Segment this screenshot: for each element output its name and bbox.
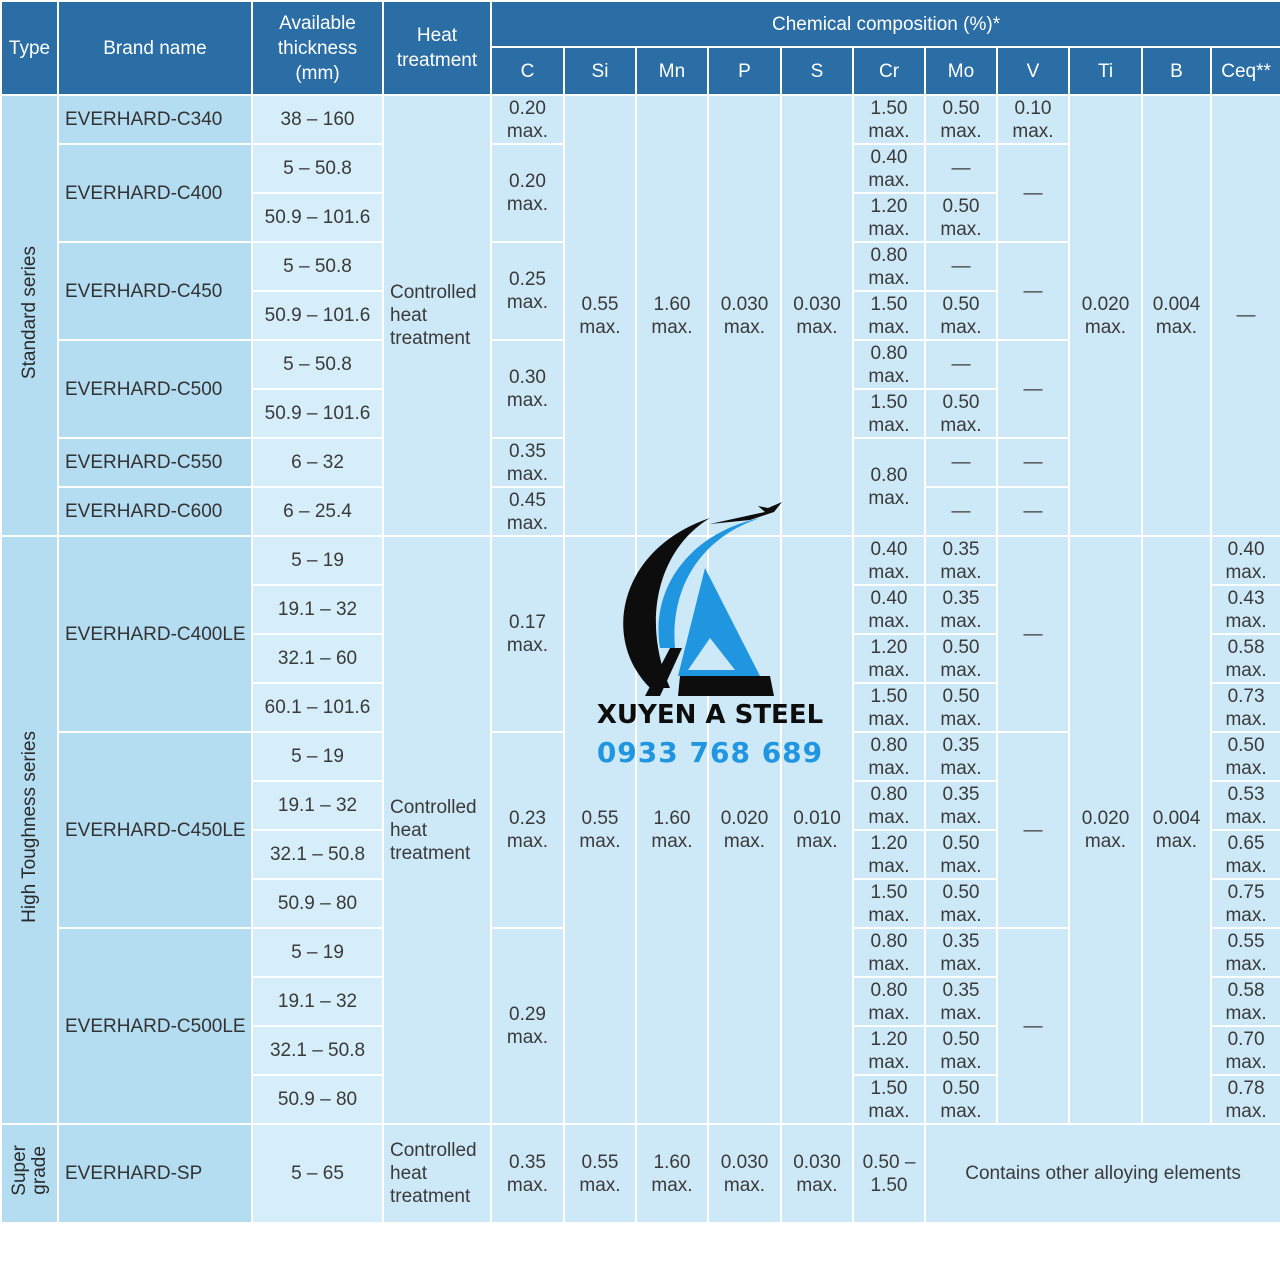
ti-cell: 0.020 max.	[1069, 536, 1142, 1124]
cr-cell: 0.80 max.	[853, 928, 925, 977]
other-alloying-note: Contains other alloying elements	[925, 1124, 1280, 1223]
c-cell: 0.25 max.	[491, 242, 564, 340]
standard-series-label: Standard series	[1, 95, 58, 536]
brand-cell: EVERHARD-C550	[58, 438, 252, 487]
v-cell: —	[997, 487, 1069, 536]
cr-cell: 1.50 max.	[853, 389, 925, 438]
thickness-cell: 50.9 – 101.6	[252, 389, 383, 438]
brand-cell: EVERHARD-SP	[58, 1124, 252, 1223]
mo-cell: —	[925, 340, 997, 389]
brand-cell: EVERHARD-C400LE	[58, 536, 252, 732]
v-cell: —	[997, 928, 1069, 1124]
element-header-b: B	[1142, 47, 1211, 95]
mo-cell: —	[925, 438, 997, 487]
cr-cell: 0.40 max.	[853, 585, 925, 634]
s-cell: 0.030 max.	[781, 1124, 853, 1223]
element-header-p: P	[708, 47, 781, 95]
c-cell: 0.29 max.	[491, 928, 564, 1124]
ceq-cell: 0.65 max.	[1211, 830, 1280, 879]
ceq-cell: 0.55 max.	[1211, 928, 1280, 977]
thickness-cell: 5 – 50.8	[252, 340, 383, 389]
c-cell: 0.45 max.	[491, 487, 564, 536]
element-header-c: C	[491, 47, 564, 95]
thickness-cell: 5 – 19	[252, 928, 383, 977]
thickness-cell: 6 – 25.4	[252, 487, 383, 536]
thickness-cell: 60.1 – 101.6	[252, 683, 383, 732]
brand-cell: EVERHARD-C450	[58, 242, 252, 340]
brand-cell: EVERHARD-C500	[58, 340, 252, 438]
table-row	[1, 95, 1280, 144]
p-cell: 0.030 max.	[708, 95, 781, 536]
element-header-mo: Mo	[925, 47, 997, 95]
thickness-cell: 50.9 – 101.6	[252, 291, 383, 340]
c-cell: 0.17 max.	[491, 536, 564, 732]
brand-cell: EVERHARD-C340	[58, 95, 252, 144]
ceq-cell: 0.53 max.	[1211, 781, 1280, 830]
chemical-composition-header: Chemical composition (%)*	[491, 1, 1280, 47]
heat-treatment-header: Heat treatment	[383, 1, 491, 95]
p-cell: 0.020 max.	[708, 536, 781, 1124]
ceq-cell: 0.40 max.	[1211, 536, 1280, 585]
thickness-cell: 5 – 50.8	[252, 242, 383, 291]
cr-cell: 0.50 – 1.50	[853, 1124, 925, 1223]
c-cell: 0.30 max.	[491, 340, 564, 438]
mo-cell: —	[925, 144, 997, 193]
thickness-cell: 38 – 160	[252, 95, 383, 144]
element-header-mn: Mn	[636, 47, 708, 95]
v-cell: —	[997, 438, 1069, 487]
p-cell: 0.030 max.	[708, 1124, 781, 1223]
cr-cell: 1.50 max.	[853, 1075, 925, 1124]
mo-cell: 0.50 max.	[925, 291, 997, 340]
watermark-company-name: XUYEN A STEEL	[596, 700, 824, 730]
element-header-ceq: Ceq**	[1211, 47, 1280, 95]
cr-cell: 0.80 max.	[853, 340, 925, 389]
mo-cell: 0.50 max.	[925, 389, 997, 438]
table-row	[1, 1124, 1280, 1223]
heat-treatment-cell: Controlled heat treatment	[383, 95, 491, 536]
cr-cell: 1.20 max.	[853, 830, 925, 879]
mo-cell: 0.35 max.	[925, 732, 997, 781]
ceq-cell: 0.50 max.	[1211, 732, 1280, 781]
cr-cell: 1.20 max.	[853, 193, 925, 242]
mo-cell: 0.35 max.	[925, 928, 997, 977]
ceq-cell: 0.43 max.	[1211, 585, 1280, 634]
thickness-cell: 50.9 – 80	[252, 1075, 383, 1124]
v-cell: —	[997, 536, 1069, 732]
heat-treatment-cell: Controlled heat treatment	[383, 536, 491, 1124]
c-cell: 0.35 max.	[491, 438, 564, 487]
mo-cell: 0.35 max.	[925, 536, 997, 585]
mo-cell: 0.50 max.	[925, 193, 997, 242]
ti-cell: 0.020 max.	[1069, 95, 1142, 536]
cr-cell: 0.80 max.	[853, 732, 925, 781]
s-cell: 0.010 max.	[781, 536, 853, 1124]
cr-cell: 0.80 max.	[853, 242, 925, 291]
element-header-s: S	[781, 47, 853, 95]
thickness-cell: 5 – 65	[252, 1124, 383, 1223]
cr-cell: 0.80 max.	[853, 438, 925, 536]
brand-name-header: Brand name	[58, 1, 252, 95]
v-cell: —	[997, 732, 1069, 928]
thickness-cell: 32.1 – 50.8	[252, 830, 383, 879]
mo-cell: 0.35 max.	[925, 977, 997, 1026]
b-cell: 0.004 max.	[1142, 536, 1211, 1124]
c-cell: 0.20 max.	[491, 95, 564, 144]
element-header-ti: Ti	[1069, 47, 1142, 95]
ceq-cell: 0.78 max.	[1211, 1075, 1280, 1124]
ceq-cell: 0.75 max.	[1211, 879, 1280, 928]
v-cell: —	[997, 340, 1069, 438]
mo-cell: 0.50 max.	[925, 830, 997, 879]
type-header: Type	[1, 1, 58, 95]
mn-cell: 1.60 max.	[636, 1124, 708, 1223]
c-cell: 0.35 max.	[491, 1124, 564, 1223]
mo-cell: —	[925, 487, 997, 536]
thickness-cell: 19.1 – 32	[252, 781, 383, 830]
cr-cell: 1.50 max.	[853, 95, 925, 144]
thickness-cell: 19.1 – 32	[252, 977, 383, 1026]
ceq-cell: 0.73 max.	[1211, 683, 1280, 732]
thickness-cell: 5 – 19	[252, 536, 383, 585]
mo-cell: 0.50 max.	[925, 95, 997, 144]
brand-cell: EVERHARD-C450LE	[58, 732, 252, 928]
thickness-cell: 32.1 – 60	[252, 634, 383, 683]
brand-cell: EVERHARD-C600	[58, 487, 252, 536]
si-cell: 0.55 max.	[564, 1124, 636, 1223]
si-cell: 0.55 max.	[564, 95, 636, 536]
cr-cell: 0.80 max.	[853, 977, 925, 1026]
mo-cell: —	[925, 242, 997, 291]
mo-cell: 0.50 max.	[925, 683, 997, 732]
cr-cell: 0.40 max.	[853, 144, 925, 193]
s-cell: 0.030 max.	[781, 95, 853, 536]
thickness-cell: 5 – 50.8	[252, 144, 383, 193]
element-header-cr: Cr	[853, 47, 925, 95]
thickness-cell: 6 – 32	[252, 438, 383, 487]
mo-cell: 0.50 max.	[925, 1075, 997, 1124]
cr-cell: 1.20 max.	[853, 634, 925, 683]
element-header-si: Si	[564, 47, 636, 95]
element-header-v: V	[997, 47, 1069, 95]
cr-cell: 1.50 max.	[853, 291, 925, 340]
high-toughness-series-label: High Toughness series	[1, 536, 58, 1124]
thickness-cell: 50.9 – 80	[252, 879, 383, 928]
watermark-phone-number: 0933 768 689	[596, 736, 824, 769]
mo-cell: 0.50 max.	[925, 1026, 997, 1075]
v-cell: —	[997, 144, 1069, 242]
cr-cell: 0.80 max.	[853, 781, 925, 830]
thickness-cell: 50.9 – 101.6	[252, 193, 383, 242]
mo-cell: 0.35 max.	[925, 585, 997, 634]
c-cell: 0.23 max.	[491, 732, 564, 928]
cr-cell: 1.50 max.	[853, 683, 925, 732]
ceq-cell: 0.58 max.	[1211, 634, 1280, 683]
cr-cell: 0.40 max.	[853, 536, 925, 585]
ceq-cell: 0.58 max.	[1211, 977, 1280, 1026]
mo-cell: 0.50 max.	[925, 634, 997, 683]
thickness-header: Available thickness (mm)	[252, 1, 383, 95]
ceq-cell: —	[1211, 95, 1280, 536]
si-cell: 0.55 max.	[564, 536, 636, 1124]
b-cell: 0.004 max.	[1142, 95, 1211, 536]
brand-cell: EVERHARD-C500LE	[58, 928, 252, 1124]
table-row	[1, 536, 1280, 585]
cr-cell: 1.20 max.	[853, 1026, 925, 1075]
mo-cell: 0.50 max.	[925, 879, 997, 928]
thickness-cell: 5 – 19	[252, 732, 383, 781]
mn-cell: 1.60 max.	[636, 536, 708, 1124]
v-cell: —	[997, 242, 1069, 340]
v-cell: 0.10 max.	[997, 95, 1069, 144]
thickness-cell: 19.1 – 32	[252, 585, 383, 634]
mo-cell: 0.35 max.	[925, 781, 997, 830]
mn-cell: 1.60 max.	[636, 95, 708, 536]
brand-cell: EVERHARD-C400	[58, 144, 252, 242]
c-cell: 0.20 max.	[491, 144, 564, 242]
ceq-cell: 0.70 max.	[1211, 1026, 1280, 1075]
thickness-cell: 32.1 – 50.8	[252, 1026, 383, 1075]
header-row-1	[1, 1, 1280, 47]
cr-cell: 1.50 max.	[853, 879, 925, 928]
super-grade-label: Super grade	[1, 1124, 58, 1223]
heat-treatment-cell: Controlled heat treatment	[383, 1124, 491, 1223]
